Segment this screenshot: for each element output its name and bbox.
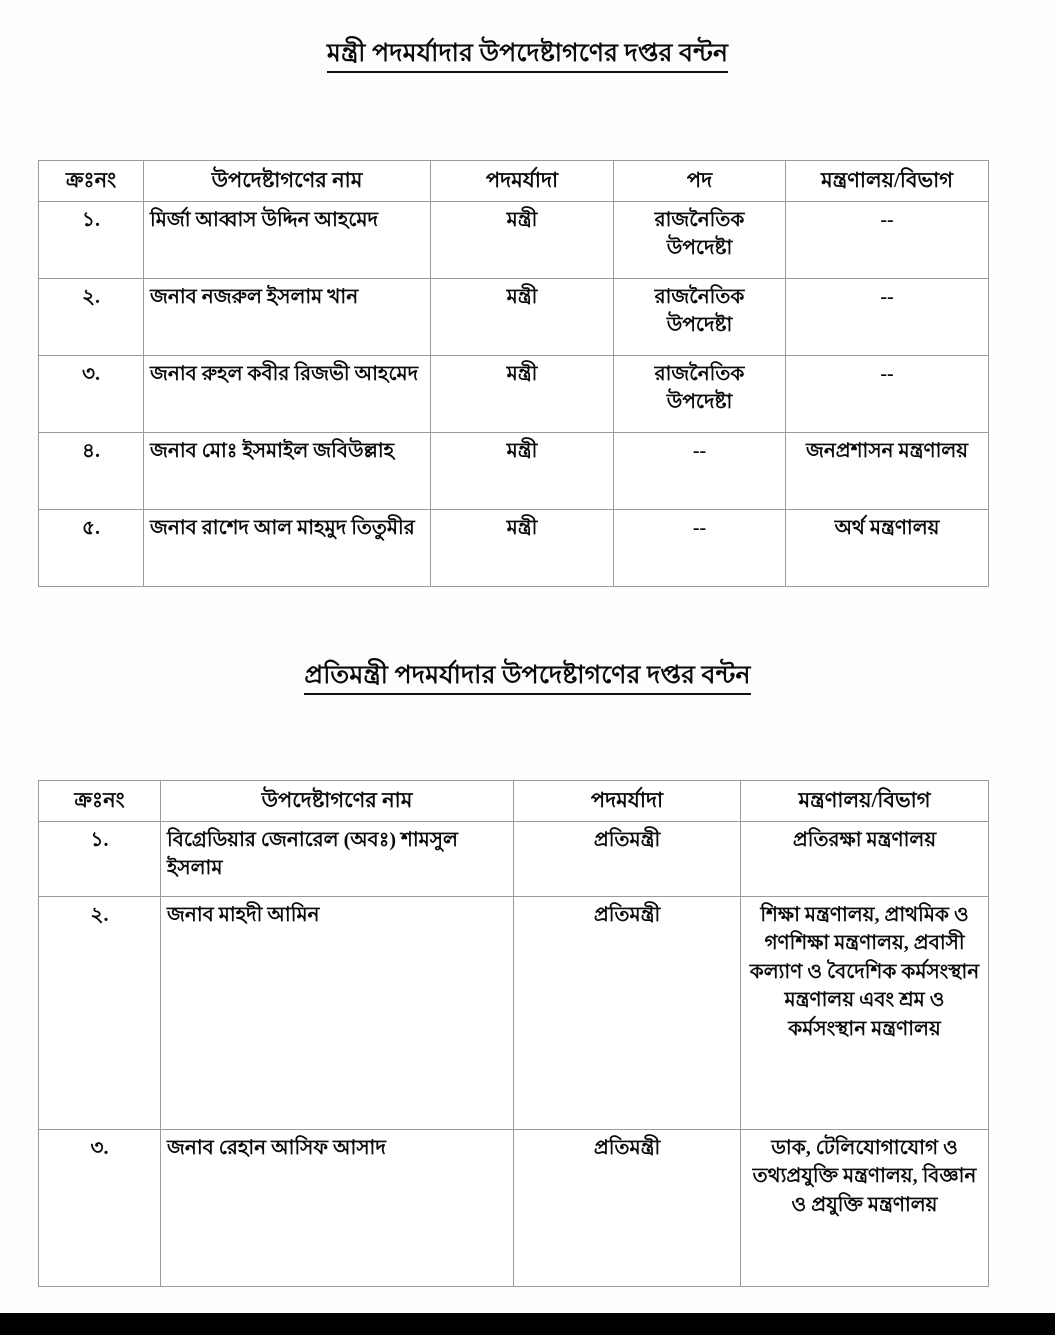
cell-serial: ২. [39,897,161,1130]
table-header-row [39,781,989,822]
cell-name: মির্জা আব্বাস উদ্দিন আহমেদ [144,202,431,279]
cell-ministry: শিক্ষা মন্ত্রণালয়, প্রাথমিক ও গণশিক্ষা মন্ত্রণালয়, প্রবাসী কল্যাণ ও বৈদেশিক কর্মসংস্থান মন্ত্রণালয় এবং শ্রম ও কর্মসংস্থান মন্ত্রণালয় [741,897,989,1130]
cell-name: জনাব রুহল কবীর রিজভী আহমেদ [144,356,431,433]
column-header-ministry: মন্ত্রণালয়/বিভাগ [741,781,989,822]
cell-rank: মন্ত্রী [431,433,614,510]
table-row [39,356,989,433]
cell-ministry: -- [786,202,989,279]
cell-ministry: -- [786,279,989,356]
cell-ministry: জনপ্রশাসন মন্ত্রণালয় [786,433,989,510]
cell-post: রাজনৈতিক উপদেষ্টা [614,202,786,279]
cell-serial: ২. [39,279,144,356]
cell-name: জনাব মোঃ ইসমাইল জবিউল্লাহ [144,433,431,510]
cell-name: জনাব মাহদী আমিন [161,897,514,1130]
column-header-serial: ক্রঃনং [39,781,161,822]
cell-rank: মন্ত্রী [431,202,614,279]
cell-rank: প্রতিমন্ত্রী [514,1130,741,1287]
table-row [39,202,989,279]
cell-rank: প্রতিমন্ত্রী [514,897,741,1130]
table-header-row [39,161,989,202]
table-row [39,897,989,1130]
cell-post: রাজনৈতিক উপদেষ্টা [614,356,786,433]
table-row [39,279,989,356]
cell-rank: মন্ত্রী [431,279,614,356]
cell-name: জনাব নজরুল ইসলাম খান [144,279,431,356]
column-header-name: উপদেষ্টাগণের নাম [161,781,514,822]
cell-rank: প্রতিমন্ত্রী [514,822,741,897]
cell-post: -- [614,433,786,510]
cell-ministry: ডাক, টেলিযোগাযোগ ও তথ্যপ্রযুক্তি মন্ত্রণালয়, বিজ্ঞান ও প্রযুক্তি মন্ত্রণালয় [741,1130,989,1287]
section-title-state-ministers-text: প্রতিমন্ত্রী পদমর্যাদার উপদেষ্টাগণের দপ্তর বন্টন [304,660,750,695]
column-header-rank: পদমর্যাদা [514,781,741,822]
state-ministers-portfolio-table [38,780,989,1287]
cell-post: -- [614,510,786,587]
cell-name: জনাব রাশেদ আল মাহমুদ তিতুমীর [144,510,431,587]
cell-post: রাজনৈতিক উপদেষ্টা [614,279,786,356]
column-header-rank: পদমর্যাদা [431,161,614,202]
cell-ministry: অর্থ মন্ত্রণালয় [786,510,989,587]
cell-serial: ৪. [39,433,144,510]
table-row [39,510,989,587]
cell-ministry: প্রতিরক্ষা মন্ত্রণালয় [741,822,989,897]
ministers-portfolio-table [38,160,989,587]
cell-name: বিগ্রেডিয়ার জেনারেল (অবঃ) শামসুল ইসলাম [161,822,514,897]
cell-name: জনাব রেহান আসিফ আসাদ [161,1130,514,1287]
column-header-serial: ক্রঃনং [39,161,144,202]
cell-serial: ১. [39,822,161,897]
section-title-ministers [0,38,1055,73]
table-row [39,433,989,510]
cell-serial: ১. [39,202,144,279]
section-title-state-ministers [0,660,1055,695]
table-row [39,1130,989,1287]
section-title-ministers-text: মন্ত্রী পদমর্যাদার উপদেষ্টাগণের দপ্তর বন্টন [327,38,728,73]
cell-serial: ৫. [39,510,144,587]
cell-serial: ৩. [39,356,144,433]
column-header-name: উপদেষ্টাগণের নাম [144,161,431,202]
table-row [39,822,989,897]
cell-rank: মন্ত্রী [431,510,614,587]
column-header-post: পদ [614,161,786,202]
cell-rank: মন্ত্রী [431,356,614,433]
scan-edge-bar [0,1313,1055,1335]
cell-serial: ৩. [39,1130,161,1287]
cell-ministry: -- [786,356,989,433]
column-header-ministry: মন্ত্রণালয়/বিভাগ [786,161,989,202]
